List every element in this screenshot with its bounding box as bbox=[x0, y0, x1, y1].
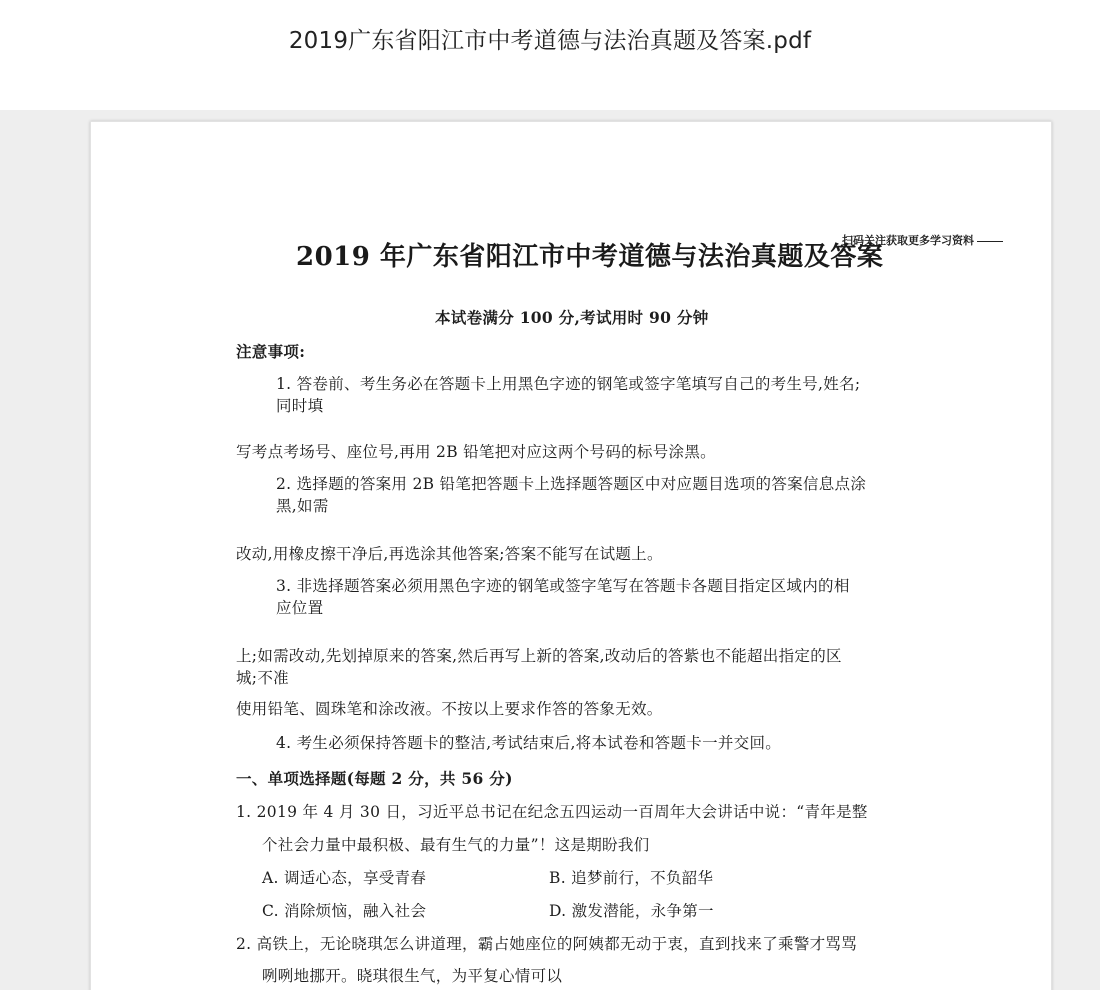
exam-title: 2019 年广东省阳江市中考道德与法治真题及答案 bbox=[296, 242, 884, 272]
notice-3-line-4: 城;不准 bbox=[236, 669, 289, 687]
exam-subtitle: 本试卷满分 100 分,考试用时 90 分钟 bbox=[435, 308, 709, 327]
notice-3-line-3: 上;如需改动,先划掉原来的答案,然后再写上新的答案,改动后的答紫也不能超出指定的区 bbox=[236, 647, 842, 665]
notice-2-line-1: 2. 选择题的答案用 2B 铅笔把答题卡上选择题答题区中对应题目选项的答案信息点涂 bbox=[276, 475, 867, 493]
notice-3-line-1: 3. 非选择题答案必须用黑色字迹的钢笔或签字笔写在答题卡各题目指定区域内的相 bbox=[276, 577, 850, 595]
notice-2-line-3: 改动,用橡皮擦干净后,再选涂其他答案;答案不能写在试题上。 bbox=[236, 545, 663, 563]
notice-2-line-2: 黑,如需 bbox=[276, 497, 329, 515]
notice-3-line-5: 使用铅笔、圆珠笔和涂改液。不按以上要求作答的答象无效。 bbox=[236, 700, 663, 718]
notice-4-line: 4. 考生必须保持答题卡的整洁,考试结束后,将本试卷和答题卡一并交回。 bbox=[276, 734, 782, 752]
notice-1-line-2: 同时填 bbox=[276, 397, 324, 415]
question-1-line-2: 个社会力量中最积极、最有生气的力量”！这是期盼我们 bbox=[262, 836, 650, 854]
document-file-title: 2019广东省阳江市中考道德与法治真题及答案.pdf bbox=[288, 28, 812, 54]
question-1-option-a: A. 调适心态，享受青春 bbox=[262, 869, 427, 887]
notice-3-line-2: 应位置 bbox=[276, 599, 324, 617]
question-1-option-c: C. 消除烦恼，融入社会 bbox=[262, 902, 427, 920]
question-2-line-1: 2. 高铁上，无论晓琪怎么讲道理，霸占她座位的阿姨都无动于衷，直到找来了乘警才骂骂 bbox=[236, 935, 858, 953]
watermark-dash bbox=[977, 241, 1003, 242]
question-1-line-1: 1. 2019 年 4 月 30 日，习近平总书记在纪念五四运动一百周年大会讲话中说：“青年是整 bbox=[236, 803, 868, 821]
question-2-line-2: 咧咧地挪开。晓琪很生气，为平复心情可以 bbox=[262, 967, 563, 985]
notice-1-line-3: 写考点考场号、座位号,再用 2B 铅笔把对应这两个号码的标号涂黑。 bbox=[236, 443, 716, 461]
notice-1-line-1: 1. 答卷前、考生务必在答题卡上用黑色字迹的钢笔或签字笔填写自己的考生号,姓名; bbox=[276, 375, 861, 393]
question-1-option-d: D. 激发潜能，永争第一 bbox=[549, 902, 714, 920]
notice-heading: 注意事项: bbox=[236, 342, 306, 361]
document-header bbox=[0, 0, 1100, 110]
section-1-heading: 一、单项选择题(每题 2 分，共 56 分) bbox=[236, 769, 513, 788]
watermark-text: 扫码关注获取更多学习资料 bbox=[842, 232, 1003, 248]
question-1-option-b: B. 追梦前行，不负韶华 bbox=[549, 869, 714, 887]
